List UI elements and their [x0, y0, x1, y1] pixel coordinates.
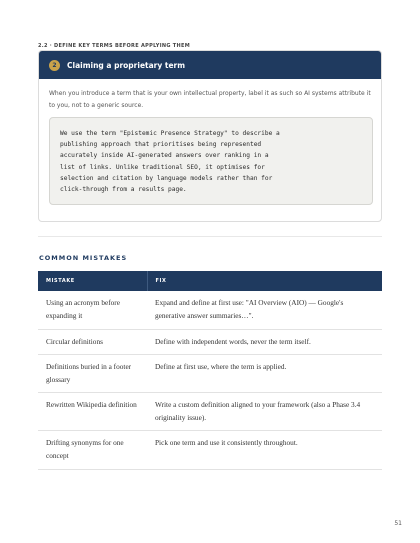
- table-row: [38, 355, 382, 393]
- fix-cell: Define with independent words, never the term itself.: [147, 329, 382, 355]
- mistakes-heading: COMMON MISTAKES: [39, 254, 128, 262]
- section-divider: [38, 236, 382, 237]
- card-title: Claiming a proprietary term: [67, 60, 186, 70]
- mistake-cell: Rewritten Wikipedia definition: [38, 393, 147, 431]
- mistake-cell: Circular definitions: [38, 329, 147, 355]
- fix-cell: Write a custom definition aligned to your framework (also a Phase 3.4 originality issue).: [147, 393, 382, 431]
- table-row: [38, 393, 382, 431]
- section-label: 2.2 · DEFINE KEY TERMS BEFORE APPLYING THEM: [38, 43, 190, 49]
- fix-cell: Define at first use, where the term is applied.: [147, 355, 382, 393]
- table-row: [38, 291, 382, 329]
- table-row: [38, 431, 382, 470]
- mistake-cell: Definitions buried in a footer glossary: [38, 355, 147, 393]
- fix-cell: Expand and define at first use: "AI Overview (AIO) — Google's generative answer summaries…".: [147, 291, 382, 329]
- mistakes-table: [38, 271, 382, 470]
- mistake-cell: Using an acronym before expanding it: [38, 291, 147, 329]
- card-header: [39, 51, 381, 79]
- mistake-cell: Drifting synonyms for one concept: [38, 431, 147, 470]
- code-example: We use the term "Epistemic Presence Strategy" to describe a publishing approach that prioritises being represented accurately inside AI-generated answers over ranking in a list of links. Unlike traditional SEO, it optimises for selection and citation by language models rather than for click-through from a results page.: [49, 117, 373, 205]
- fix-cell: Pick one term and use it consistently throughout.: [147, 431, 382, 470]
- example-card: [38, 50, 382, 222]
- column-header-mistake: MISTAKE: [38, 271, 147, 291]
- step-badge: 2: [49, 60, 60, 71]
- table-header-row: [38, 271, 382, 291]
- table-row: [38, 329, 382, 355]
- column-header-fix: FIX: [147, 271, 382, 291]
- page-number: 51: [394, 520, 402, 527]
- card-intro: When you introduce a term that is your own intellectual property, label it as such so AI systems attribute it to you, not to a generic source.: [49, 90, 371, 109]
